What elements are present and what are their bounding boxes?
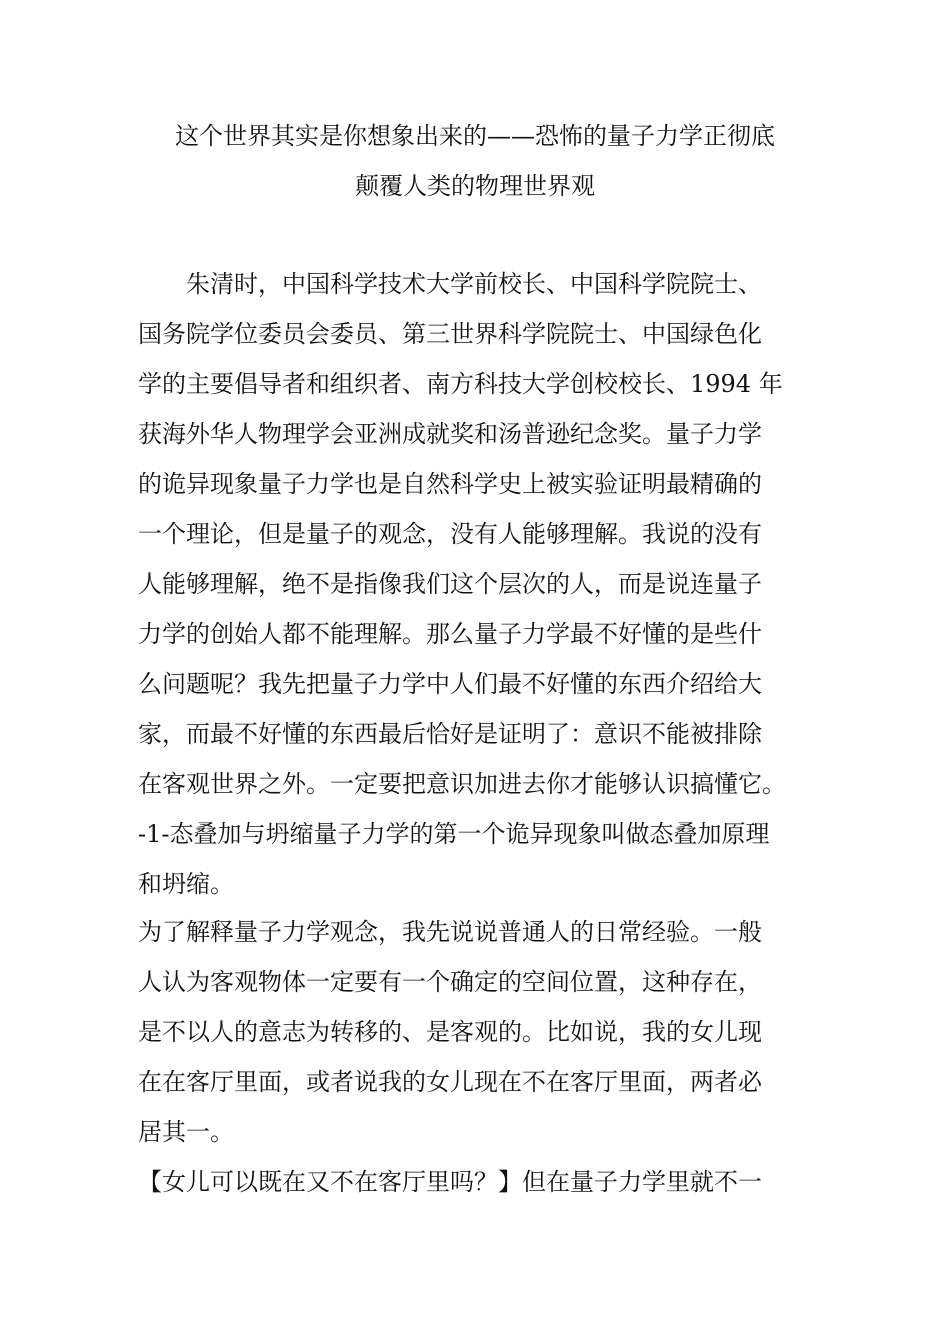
paragraph-line: 是不以人的意志为转移的、是客观的。比如说，我的女儿现 <box>138 1018 762 1046</box>
paragraph-line: 获海外华人物理学会亚洲成就奖和汤普逊纪念奖。量子力学 <box>138 420 762 448</box>
paragraph-line: 么问题呢？我先把量子力学中人们最不好懂的东西介绍给大 <box>138 670 762 698</box>
paragraph-line: 为了解释量子力学观念，我先说说普通人的日常经验。一般 <box>138 918 762 946</box>
document-title-line-2: 颠覆人类的物理世界观 <box>355 172 595 200</box>
paragraph-line: 国务院学位委员会委员、第三世界科学院院士、中国绿色化 <box>138 320 762 348</box>
section-heading-line: 和坍缩。 <box>138 870 234 898</box>
paragraph-line: 在客观世界之外。一定要把意识加进去你才能够认识搞懂它。 <box>138 770 786 798</box>
paragraph-line: 家，而最不好懂的东西最后恰好是证明了：意识不能被排除 <box>138 720 762 748</box>
paragraph-line: 在在客厅里面，或者说我的女儿现在不在客厅里面，两者必 <box>138 1068 762 1096</box>
paragraph-line: 一个理论，但是量子的观念，没有人能够理解。我说的没有 <box>138 520 762 548</box>
paragraph-line: 学的主要倡导者和组织者、南方科技大学创校校长、1994 年 <box>138 370 783 398</box>
paragraph-line: 的诡异现象量子力学也是自然科学史上被实验证明最精确的 <box>138 470 762 498</box>
paragraph-line: 朱清时，中国科学技术大学前校长、中国科学院院士、 <box>186 270 762 298</box>
subheading-line: 【女儿可以既在又不在客厅里吗？】但在量子力学里就不一 <box>138 1168 762 1196</box>
paragraph-line: 人认为客观物体一定要有一个确定的空间位置，这种存在， <box>138 968 762 996</box>
paragraph-line: 人能够理解，绝不是指像我们这个层次的人，而是说连量子 <box>138 570 762 598</box>
document-title-line-1: 这个世界其实是你想象出来的——恐怖的量子力学正彻底 <box>175 122 775 150</box>
section-heading-line: -1-态叠加与坍缩量子力学的第一个诡异现象叫做态叠加原理 <box>138 820 770 848</box>
paragraph-line: 力学的创始人都不能理解。那么量子力学最不好懂的是些什 <box>138 620 762 648</box>
paragraph-line: 居其一。 <box>138 1118 234 1146</box>
